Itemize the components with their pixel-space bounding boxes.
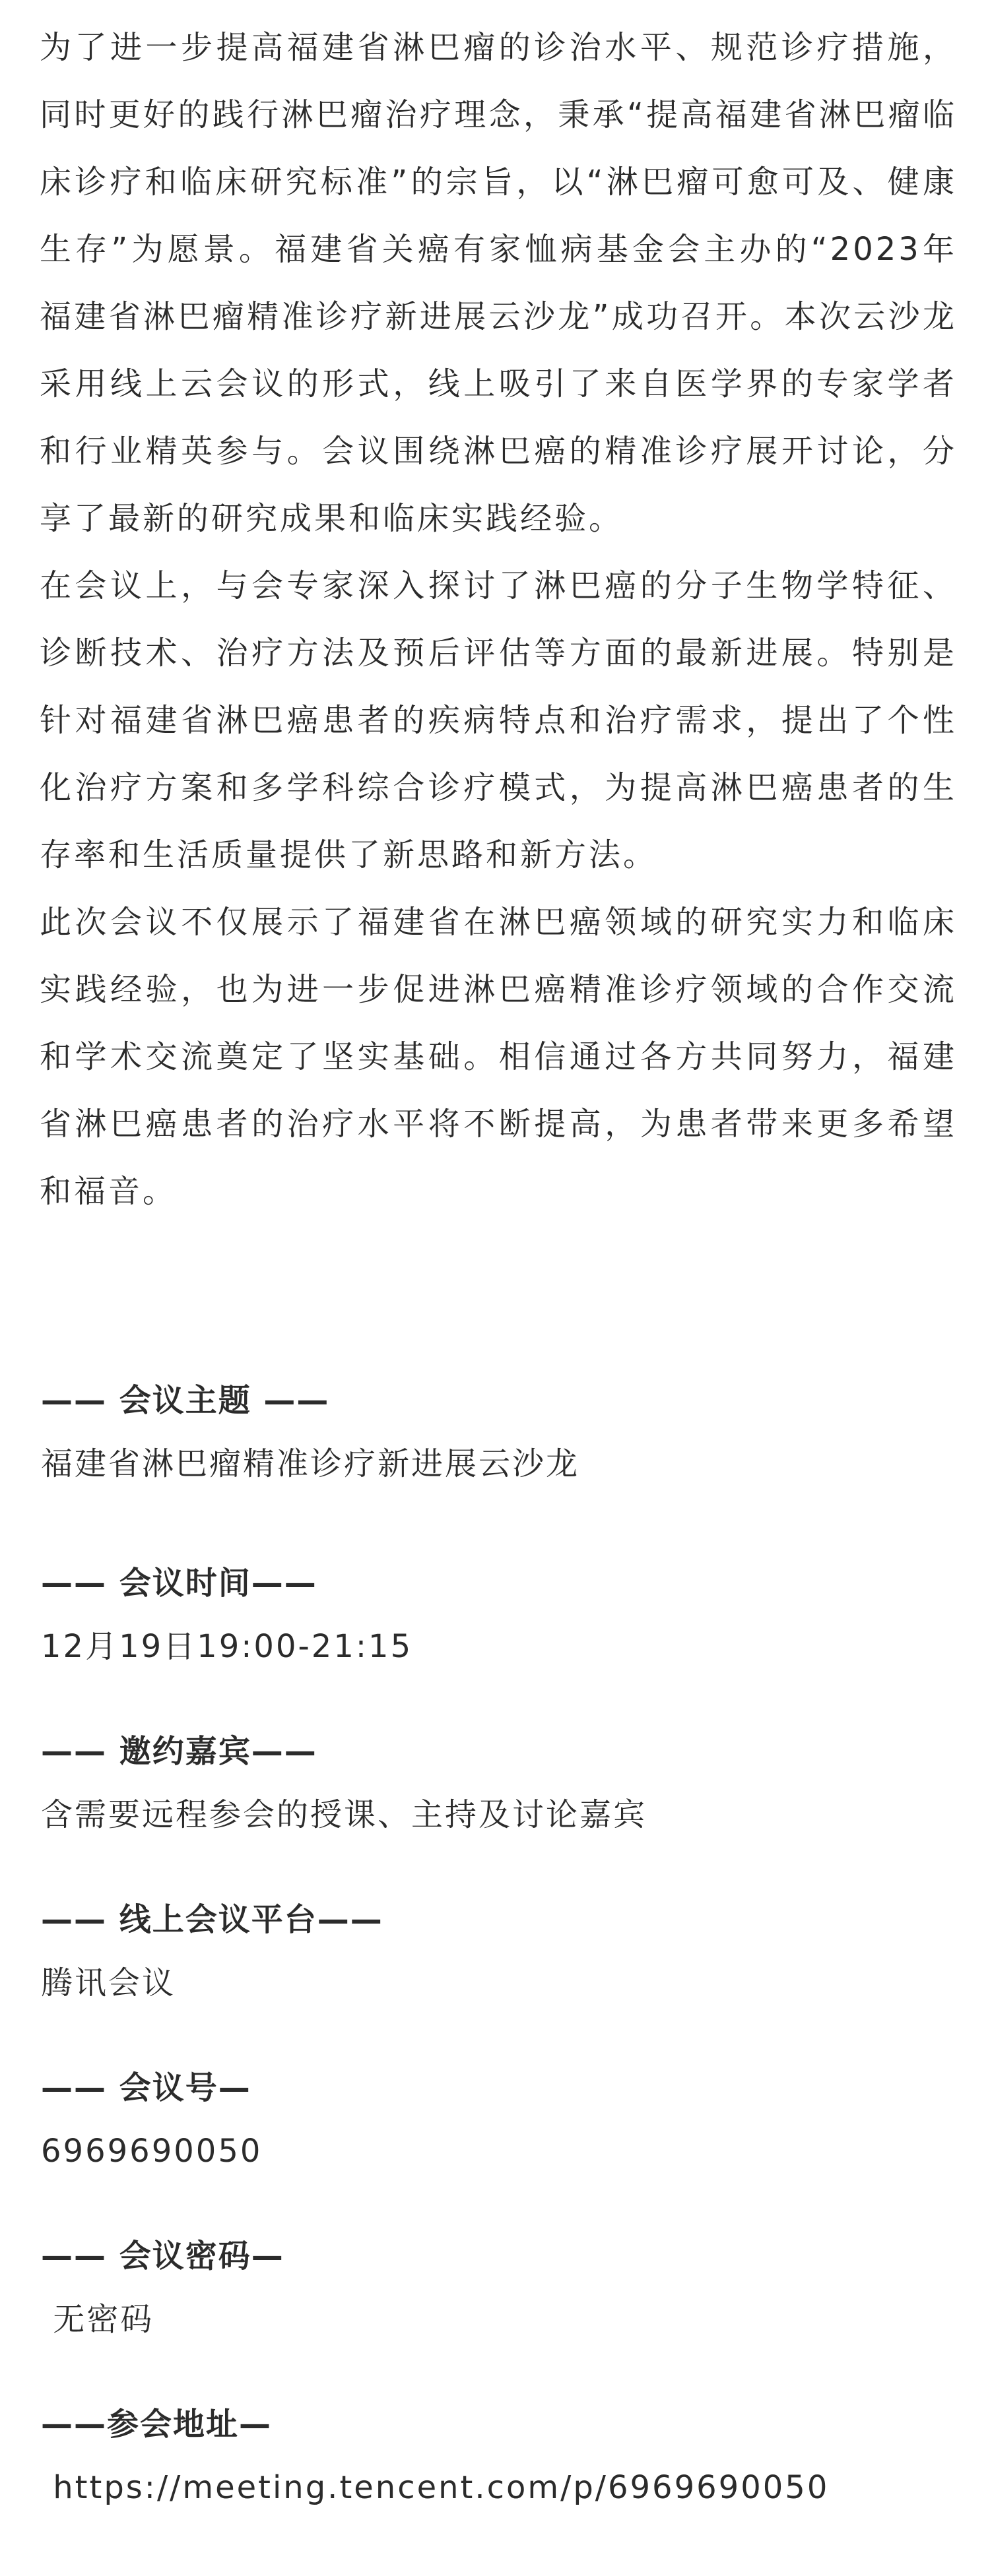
section-time [41,1563,952,1666]
password-value: 无密码 [41,2301,154,2338]
section-address [41,2404,952,2507]
section-platform [41,1900,952,2003]
password-heading: —— 会议密码— [41,2238,284,2275]
theme-heading: —— 会议主题 —— [41,1382,330,1419]
section-theme [41,1381,952,1484]
guests-value: 含需要远程参会的授课、主持及讨论嘉宾 [41,1796,647,1833]
time-heading: —— 会议时间—— [41,1565,317,1602]
platform-heading: —— 线上会议平台—— [41,1901,383,1938]
time-value: 12月19日19:00-21:15 [41,1628,413,1665]
meeting-id-value: 6969690050 [41,2133,263,2170]
platform-value: 腾讯会议 [41,1964,176,2001]
section-guests [41,1732,952,1835]
article-body [40,0,957,1225]
section-meeting-id [41,2068,952,2171]
meeting-id-heading: —— 会议号— [41,2069,251,2106]
intro-paragraph: 为了进一步提高福建省淋巴瘤的诊治水平、规范诊疗措施，同时更好的践行淋巴瘤治疗理念，秉承“提高福建省淋巴瘤临床诊疗和临床研究标准”的宗旨，以“淋巴瘤可愈可及、健康生存”为愿景。福建省关癌有家恤病基金会主办的“2023年福建省淋巴瘤精准诊疗新进展云沙龙”成功召开。本次云沙龙采用线上云会议的形式，线上吸引了来自医学界的专家学者和行业精英参与。会议围绕淋巴癌的精准诊疗展开讨论，分享了最新的研究成果和临床实践经验。 [40,29,957,537]
guests-heading: —— 邀约嘉宾—— [41,1733,317,1770]
discussion-paragraph: 在会议上，与会专家深入探讨了淋巴癌的分子生物学特征、诊断技术、治疗方法及预后评估等方面的最新进展。特别是针对福建省淋巴癌患者的疾病特点和治疗需求，提出了个性化治疗方案和多学科综合诊疗模式，为提高淋巴癌患者的生存率和生活质量提供了新思路和新方法。 [40,567,957,873]
theme-value: 福建省淋巴瘤精准诊疗新进展云沙龙 [41,1445,580,1482]
conclusion-paragraph: 此次会议不仅展示了福建省在淋巴癌领域的研究实力和临床实践经验，也为进一步促进淋巴癌精准诊疗领域的合作交流和学术交流奠定了坚实基础。相信通过各方共同努力，福建省淋巴癌患者的治疗水平将不断提高，为患者带来更多希望和福音。 [40,904,957,1210]
address-link[interactable]: https://meeting.tencent.com/p/6969690050 [41,2469,830,2506]
address-heading: ——参会地址— [41,2406,273,2443]
section-password [41,2236,952,2339]
